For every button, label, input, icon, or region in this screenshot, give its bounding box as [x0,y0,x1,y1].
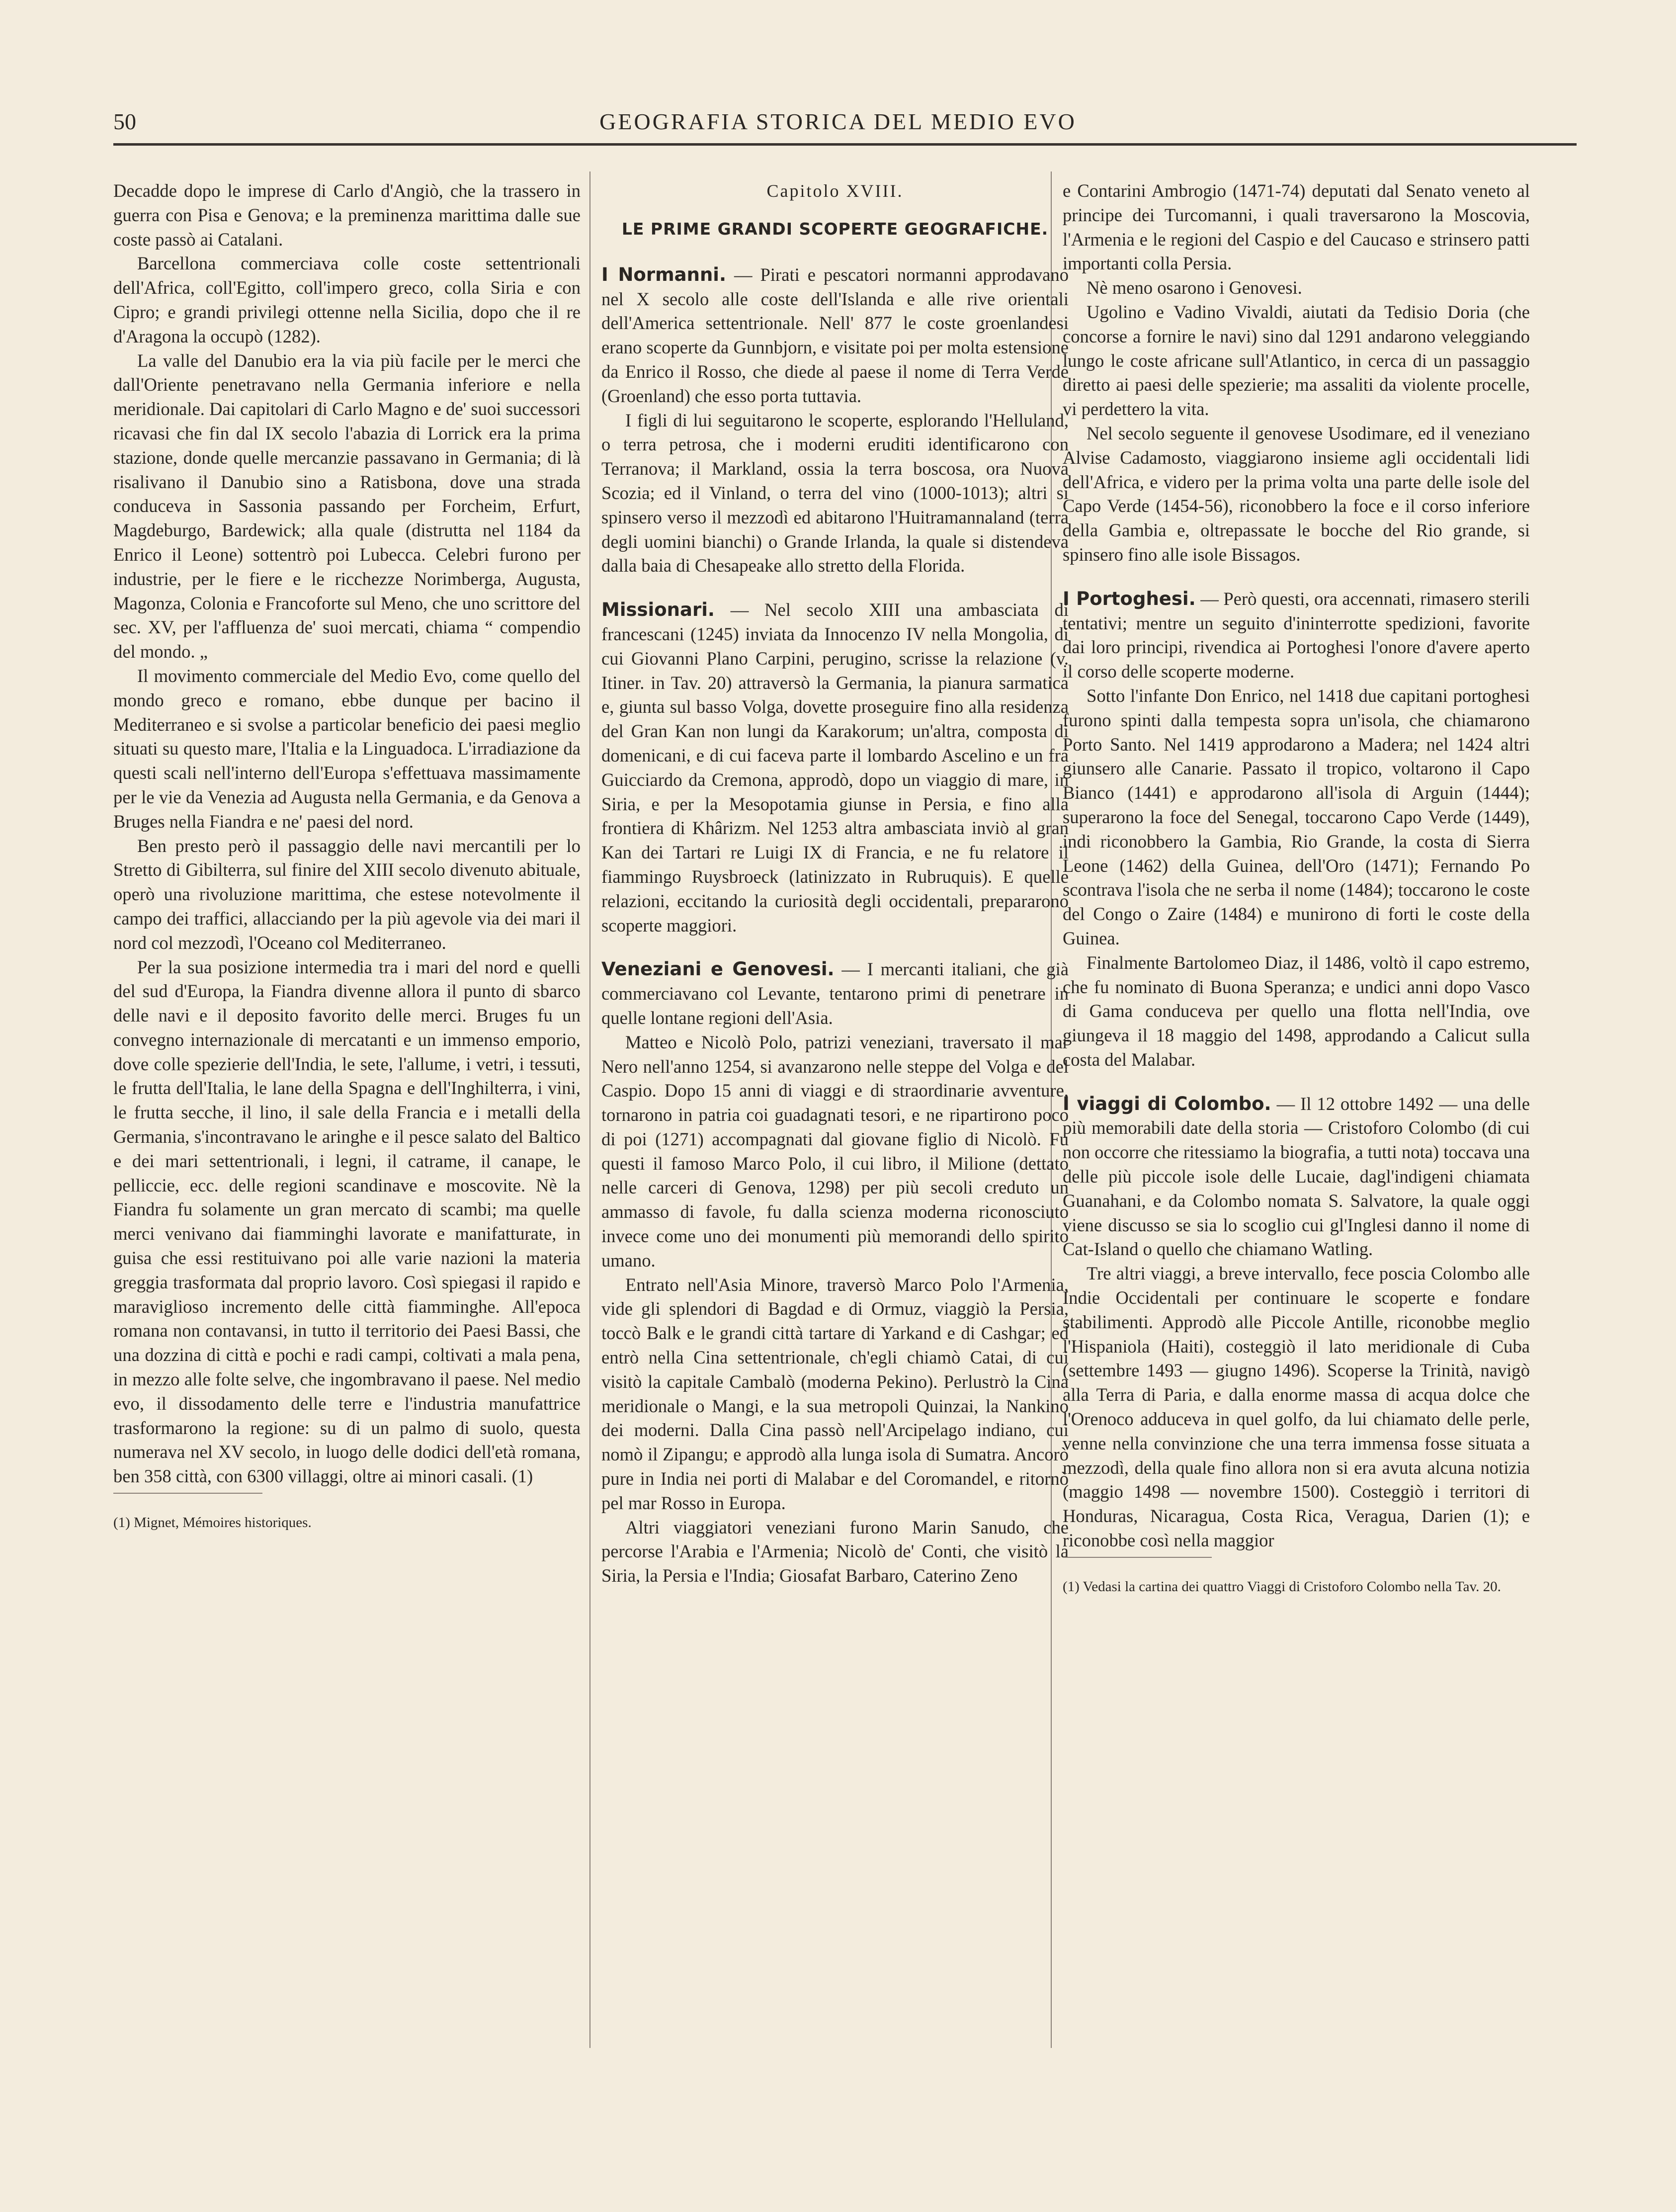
paragraph-text: — I mercanti italiani, che già commerciavano col Levante, tentarono primi di penetrare in quelle lontane regioni dell'Asia. [601,959,1069,1028]
paragraph: Tre altri viaggi, a breve intervallo, fece poscia Colombo alle Indie Occidentali per continuare le scoperte e fondare stabilimenti. Approdò alle Piccole Antille, riconobbe meglio l'Hispaniola (Haiti), costeggiò il lato meridionale di Cuba (settembre 1493 — giugno 1496). Scoperse la Trinità, navigò alla Terra di Paria, e dalla enorme massa di acqua dolce che l'Orenoco adduceva in quel golfo, da lui chiamato delle perle, venne nella convinzione che una terra immensa fosse situata a mezzodì, della quale fino allora non si era avuta alcuna notizia (maggio 1498 — novembre 1500). Costeggiò i territori di Honduras, Nicaragua, Costa Rica, Veragua, Darien (1); e riconobbe così nella maggior [1063,1263,1530,1551]
paragraph: Matteo e Nicolò Polo, patrizi veneziani, traversato il mar Nero nell'anno 1254, si avanzarono nelle steppe del Volga e del Caspio. Dopo 15 anni di viaggi e di straordinarie avventure, tornarono in patria coi guadagnati tesori, e ne ripartirono poco di poi (1271) accompagnati dal giovane figlio di Nicolò. Fu questi il famoso Marco Polo, il cui libro, il Milione (dettato nelle carceri di Genova, 1298) per più secoli creduto un ammasso di favole, fu dalla scienza moderna riconosciuto invece come uno dei monumenti più memorandi dello spirito umano. [601,1031,1069,1271]
section-colombo [1063,1092,1530,1262]
paragraph: Ben presto però il passaggio delle navi mercantili per lo Stretto di Gibilterra, sul finire del XIII secolo divenuto abituale, operò una rivoluzione marittima, che estese notevolmente il campo dei traffici, allacciando per la più agevole via dei mari il nord col mezzodì, l'Oceano col Mediterraneo. [113,835,581,953]
paragraph: Sotto l'infante Don Enrico, nel 1418 due capitani portoghesi furono spinti dalla tempesta sopra un'isola, che chiamarono Porto Santo. Nel 1419 approdarono a Madera; nel 1424 altri giunsero alle Canarie. Passato il tropico, voltarono il Capo Bianco (1441) e approdarono all'isola di Arguin (1444); superarono la foce del Senegal, toccarono Capo Verde (1449), indi riconobbero la Gambia, Rio Grande, la costa di Sierra Leone (1462) della Guinea, dell'Oro (1471); Fernando Po scontrava l'isola che ne serba il nome (1484); toccarono le coste del Congo o Zaire (1484) e munirono di forti le coste della Guinea. [1063,685,1530,948]
section-heading: I Portoghesi. [1063,588,1196,609]
section-heading: Missionari. [601,599,715,621]
page-number: 50 [113,109,136,134]
column-right [1063,179,1530,1597]
section-heading: I Normanni. [601,263,727,285]
section-veneziani [601,957,1069,1030]
section-missionari [601,598,1069,937]
paragraph: Il movimento commerciale del Medio Evo, come quello del mondo greco e romano, ebbe dunque per bacino il Mediterraneo e si svolse a particolar beneficio dei paesi meglio situati su questo mare, l'Italia e la Linguadoca. L'irradiazione da questi scali nell'interno dell'Europa s'effettuava massimamente per le vie da Venezia ad Augusta nella Germania, e da Genova a Bruges nella Fiandra e ne' paesi del nord. [113,665,581,832]
footnote-rule [113,1493,262,1494]
column-middle [601,179,1069,1588]
paragraph: Altri viaggiatori veneziani furono Marin Sanudo, che percorse l'Arabia e l'Armenia; Nicolò de' Conti, che visitò la Siria, la Persia e l'India; Giosafat Barbaro, Caterino Zeno [601,1517,1069,1586]
header-rule [113,143,1577,146]
paragraph: Nè meno osarono i Genovesi. [1087,277,1302,298]
footnote-rule [1063,1557,1212,1558]
chapter-number: Capitolo XVIII. [766,181,904,201]
section-portoghesi [1063,587,1530,684]
page-header [0,0,1676,149]
paragraph: e Contarini Ambrogio (1471-74) deputati dal Senato veneto al principe dei Turcomanni, i quali traversarono la Moscovia, l'Armenia e le regioni del Caspio e del Caucaso e strinsero patti importanti colla Persia. [1063,180,1530,274]
footnote: (1) Mignet, Mémoires historiques. [113,1515,312,1531]
paragraph: Nel secolo seguente il genovese Usodimare, ed il veneziano Alvise Cadamosto, viaggiarono insieme agli occidentali lidi dell'Africa, e videro per la prima volta una parte delle isole del Capo Verde (1454-56), riconobbero la foce e il corso inferiore della Gambia e, oltrepassate le bocche del Rio grande, si spinsero fino alle isole Bissagos. [1063,423,1530,565]
paragraph: Decadde dopo le imprese di Carlo d'Angiò, che la trassero in guerra con Pisa e Genova; e la preminenza marittima dalle sue coste passò ai Catalani. [113,180,581,250]
footnote: (1) Vedasi la cartina dei quattro Viaggi di Cristoforo Colombo nella Tav. 20. [1063,1578,1501,1595]
paragraph-text: — Il 12 ottobre 1492 — una delle più memorabili date della storia — Cristoforo Colombo (di cui non occorre che ritessiamo la biografia, a tutti nota) toccava una delle più piccole isole delle Lucaie, dagl'indigeni chiamata Guanahani, e da Colombo nomata S. Salvatore, la quale oggi viene discusso se sia lo scoglio cui gl'Inglesi danno il nome di Cat-Island o quello che chiamano Watling. [1063,1093,1530,1260]
paragraph: La valle del Danubio era la via più facile per le merci che dall'Oriente penetravano nella Germania inferiore e nella meridionale. Dai capitolari di Carlo Magno e de' suoi successori ricavasi che fin dal IX secolo l'abazia di Lorrick era la prima stazione, donde quelle mercanzie passavano in Germania; di là risalivano il Danubio sino a Ratisbona, dove una strada conduceva in Sassonia passando per Forcheim, Erfurt, Magdeburgo, Bardewick; alla quale (distrutta nel 1184 da Enrico il Leone) sottentrò poi Lubecca. Celebri furono per industrie, per le fiere e le ricchezze Norimberga, Augusta, Magonza, Colonia e Francoforte sul Meno, che uno scrittore del sec. XV, per l'affluenza de' suoi mercati, chiama “ compendio del mondo. „ [113,350,581,662]
column-divider [589,171,590,2048]
section-heading: I viaggi di Colombo. [1063,1093,1271,1114]
paragraph: Entrato nell'Asia Minore, traversò Marco Polo l'Armenia, vide gli splendori di Bagdad e di Ormuz, viaggiò la Persia, toccò Balk e le grandi città tartare di Yarkand e di Cashgar; ed entrò nella Cina settentrionale, ch'egli chiamò Catai, di cui visitò la capitale Cambalò (moderna Pekino). Perlustrò la Cina meridionale o Mangi, e la sua metropoli Quinzai, la Nankino dei moderni. Dalla Cina passò nell'Arcipelago indiano, cui nomò il Zipangu; e approdò alla lunga isola di Sumatra. Ancorò pure in India nei porti di Malabar e del Coromandel, e ritornò pel mar Rosso in Europa. [601,1274,1069,1513]
paragraph: Finalmente Bartolomeo Diaz, il 1486, voltò il capo estremo, che fu nominato di Buona Speranza; e undici anni dopo Vasco di Gama conduceva per quello una flotta nell'India, ove giungeva il 18 maggio del 1498, approdando a Calicut sulla costa del Malabar. [1063,952,1530,1070]
paragraph-text: — Però questi, ora accennati, rimasero sterili tentativi; mentre un seguito d'ininterrotte spedizioni, favorite dai loro principi, rivendica ai Portoghesi l'onore d'avere aperto il corso delle scoperte moderne. [1063,588,1530,682]
section-normanni [601,263,1069,409]
running-title: GEOGRAFIA STORICA DEL MEDIO EVO [599,109,1077,134]
chapter-title: LE PRIME GRANDI SCOPERTE GEOGRAFICHE. [621,219,1049,239]
column-left [113,179,581,1532]
paragraph: I figli di lui seguitarono le scoperte, esplorando l'Helluland, o terra petrosa, che i moderni eruditi identificarono con Terranova; il Markland, ossia la terra boscosa, ora Nuova Scozia; ed il Vinland, o terra del vino (1000-1013); altri si spinsero verso il mezzodì ed abitarono l'Huitramannaland (terra degli uomini bianchi) o Grande Irlanda, la quale si distendeva dalla baia di Chesapeake allo stretto della Florida. [601,410,1069,576]
paragraph-text: — Pirati e pescatori normanni approdavano nel X secolo alle coste dell'Islanda e alle rive orientali dell'America settentrionale. Nell' 877 le coste groenlandesi erano scoperte da Gunnbjorn, e visitate poi per molta estensione da Enrico il Rosso, che diede al paese il nome di Terra Verde (Groenland) che esso porta tuttavia. [601,264,1069,406]
paragraph-text: — Nel secolo XIII una ambasciata di francescani (1245) inviata da Innocenzo IV nella Mongolia, di cui Giovanni Plano Carpini, perugino, scrisse la relazione (v. Itiner. in Tav. 20) attraversò la Germania, la pianura sarmatica e, giunta sul basso Volga, dovette proseguire fino alla residenza del Gran Kan non lungi da Karakorum; un'altra, composta di domenicani, e di cui faceva parte il lombardo Ascelino e un fra Guicciardo da Cremona, approdò, dopo un viaggio di mare, in Siria, e per la Mesopotamia giunse in Persia, e fino alla frontiera di Khârizm. Nel 1253 altra ambasciata inviò al gran Kan dei Tartari re Luigi IX di Francia, e ne fu relatore il fiammingo Ruysbroeck (latinizzato in Rubruquis). E quelle relazioni, eccitando la curiosità degli occidentali, prepararono scoperte maggiori. [601,599,1069,936]
paragraph: Per la sua posizione intermedia tra i mari del nord e quelli del sud d'Europa, la Fiandra divenne allora il punto di sbarco delle navi e il deposito favorito delle merci. Bruges fu un convegno internazionale di mercatanti e un immenso emporio, dove colle spezierie dell'India, le sete, l'allume, i vetri, i tessuti, le frutta dell'Italia, le lane della Spagna e dell'Inghilterra, i vini, le frutta secche, il lino, il sale della Francia e i metalli della Germania, s'incontravano le aringhe e il pesce salato del Baltico e dei mari settentrionali, i legni, il catrame, il canape, le pelliccie, ecc. delle regioni scandinave e moscovite. Nè la Fiandra fu solamente un gran mercato di scambi; ma quelle merci venivano dai fiamminghi lavorate e manifatturate, in guisa che essi restituivano poi alle varie nazioni la materia greggia trasformata dal proprio lavoro. Così spiegasi il rapido e maraviglioso incremento delle città fiamminghe. All'epoca romana non contavansi, in tutto il territorio dei Paesi Bassi, che una dozzina di città e pochi e radi campi, coltivati a mala pena, in mezzo alle folte selve, che ingombravano il paese. Nel medio evo, il dissodamento delle terre e l'industria manufattrice trasformarono la regione: su di un palmo di suolo, questa numerava nel XV secolo, in luogo delle dodici dell'età romana, ben 358 città, con 6300 villaggi, oltre ai minori casali. (1) [113,956,581,1487]
section-heading: Veneziani e Genovesi. [601,958,835,980]
paragraph: Barcellona commerciava colle coste settentrionali dell'Africa, coll'Egitto, coll'impero greco, colla Siria e con Cipro; e grandi privilegi ottenne nella Sicilia, dopo che il re d'Aragona la occupò (1282). [113,253,581,346]
paragraph: Ugolino e Vadino Vivaldi, aiutati da Tedisio Doria (che concorse a fornire le navi) sino dal 1291 andarono veleggiando lungo le coste africane sull'Atlantico, in cerca di un passaggio diretto ai paesi delle spezierie; ma assaliti da violente procelle, vi perdettero la vita. [1063,301,1530,420]
